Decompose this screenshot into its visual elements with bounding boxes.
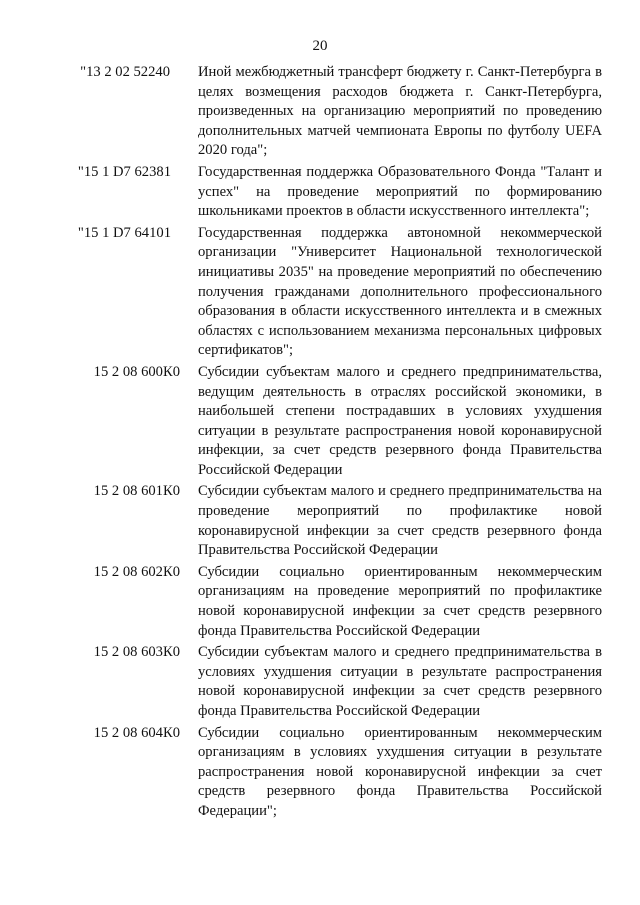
budget-description: Субсидии субъектам малого и среднего предпринимательства в условиях ухудшения ситуации в результате распространения новой коронавирусной инфекции за счет средств резервного фонда Правительства Российской Федерации [198, 644, 602, 719]
list-item [0, 724, 640, 822]
budget-description: Субсидии социально ориентированным некоммерческим организациям на проведение мероприятий по профилактике новой коронавирусной инфекции за счет средств резервного фонда Правительства Российской Федерации [198, 563, 602, 639]
budget-description: Государственная поддержка Образовательного Фонда "Талант и успех" на проведение мероприятий по формированию школьниками проектов в области искусственного интеллекта"; [198, 163, 602, 220]
budget-description: Субсидии субъектам малого и среднего предпринимательства на проведение мероприятий по профилактике новой коронавирусной инфекции за счет средств резервного фонда Правительства Российской Федерации [198, 483, 602, 559]
budget-code: 15 2 08 603К0 [93, 644, 180, 661]
budget-code-list [0, 63, 640, 824]
budget-description: Иной межбюджетный трансферт бюджету г. Санкт-Петербурга в целях возмещения расходов бюджета г. Санкт-Петербурга, произведенных на организацию мероприятий по проведению дополнительных матчей чемпионата Европы по футболу UEFA 2020 года"; [198, 64, 602, 159]
budget-code: 15 2 08 601К0 [93, 483, 180, 500]
budget-code: 15 2 08 604К0 [93, 724, 180, 741]
list-item [0, 224, 640, 361]
budget-description: Субсидии субъектам малого и среднего предпринимательства, ведущим деятельность в отраслях российской экономики, в наибольшей степени пострадавших в условиях ухудшения ситуации в результате распространения новой коронавирусной инфекции, за счет средств резервного фонда Правительства Российской Федерации [198, 363, 602, 478]
budget-code: "15 1 D7 62381 [77, 163, 171, 180]
list-item [0, 63, 640, 161]
page-number: 20 [312, 38, 328, 54]
budget-description: Государственная поддержка автономной некоммерческой организации "Университет Национальной технологической инициативы 2035" на проведение мероприятий по обеспечению получения гражданами дополнительного профессионального образования в области искусственного интеллекта и в смежных областях с использованием механизма персональных цифровых сертификатов"; [198, 224, 602, 359]
budget-description: Субсидии социально ориентированным некоммерческим организациям в условиях ухудшения ситуации в результате распространения новой коронавирусной инфекции за счет средств резервного фонда Правительства Российской Федерации"; [198, 724, 602, 819]
list-item [0, 482, 640, 560]
list-item [0, 363, 640, 481]
budget-code: "13 2 02 52240 [80, 64, 170, 80]
budget-code: "15 1 D7 64101 [77, 224, 171, 241]
list-item [0, 563, 640, 641]
list-item [0, 643, 640, 721]
list-item [0, 163, 640, 222]
budget-code: 15 2 08 602К0 [93, 563, 180, 580]
budget-code: 15 2 08 600К0 [93, 363, 180, 380]
